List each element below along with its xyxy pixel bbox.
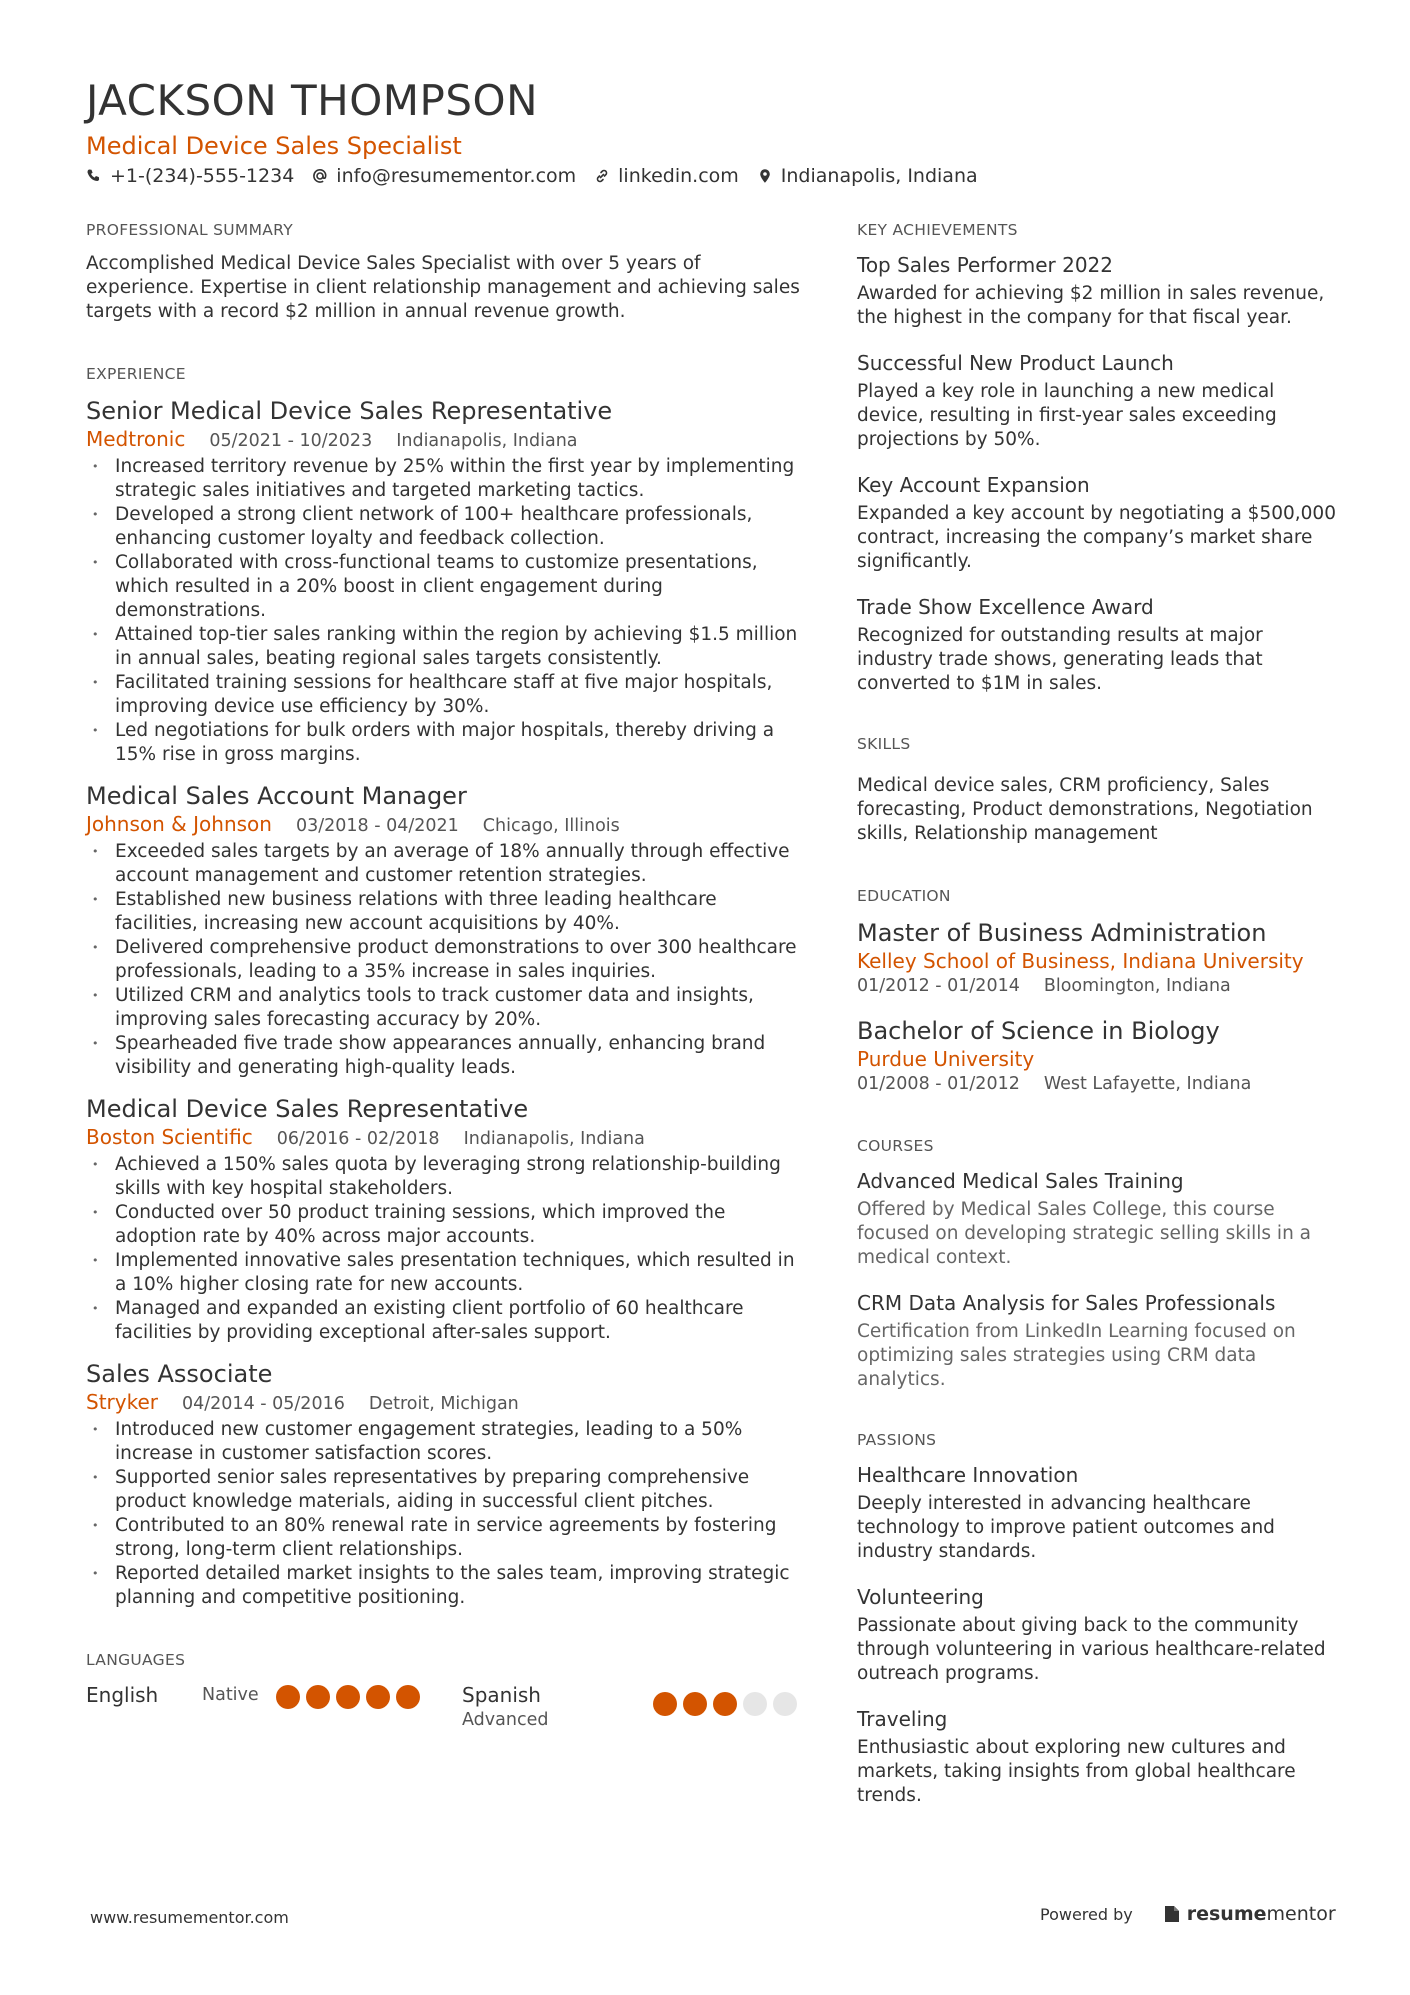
bullet-item: • Collaborated with cross-functional teams to customize presentations, which resulted in a 20% boost in client engagement during demonstrations. (86, 551, 801, 623)
at-icon (312, 168, 328, 184)
bullet-item: • Developed a strong client network of 100+ healthcare professionals, enhancing customer loyalty and feedback collection. (86, 503, 801, 551)
achievement-desc: Awarded for achieving $2 million in sales revenue, the highest in the company for that fiscal year. (857, 283, 1325, 328)
education-meta (857, 1072, 1337, 1096)
achievement-title: Key Account Expansion (857, 473, 1090, 497)
job-entry (86, 396, 801, 767)
bullet-item: • Attained top-tier sales ranking within the region by achieving $1.5 million in annual sales, beating regional sales targets consistently. (86, 623, 801, 671)
contact-linkedin[interactable] (594, 165, 739, 187)
skills-text: Medical device sales, CRM proficiency, Sales forecasting, Product demonstrations, Negotiation skills, Relationship management (857, 775, 1313, 844)
language-name: Spanish (462, 1683, 541, 1707)
education-item (857, 1016, 1337, 1096)
footer-website[interactable]: www.resumementor.com (90, 1908, 289, 1927)
passion-title: Traveling (857, 1707, 948, 1731)
passions-heading: PASSIONS (857, 1431, 937, 1449)
language-label-stack (462, 1682, 548, 1732)
passion-desc: Deeply interested in advancing healthcare technology to improve patient outcomes and industry standards. (857, 1493, 1275, 1562)
bullet-item: • Spearheaded five trade show appearances annually, enhancing brand visibility and generating high-quality leads. (86, 1032, 801, 1080)
passion-item (857, 1462, 1337, 1564)
rating-dot-filled (713, 1692, 737, 1716)
job-title: Medical Sales Account Manager (86, 782, 467, 810)
brand-name-light: mentor (1266, 1903, 1336, 1925)
achievement-title: Trade Show Excellence Award (857, 595, 1154, 619)
passion-desc: Enthusiastic about exploring new cultures and markets, taking insights from global healthcare trends. (857, 1737, 1296, 1806)
job-location: Indianapolis, Indiana (396, 431, 578, 451)
bullet-item: • Contributed to an 80% renewal rate in service agreements by fostering strong, long-term client relationships. (86, 1514, 801, 1562)
achievement-desc: Played a key role in launching a new medical device, resulting in first-year sales exceeding projections by 50%. (857, 381, 1277, 450)
rating-dot-filled (653, 1692, 677, 1716)
passion-item (857, 1706, 1337, 1808)
passion-item (857, 1584, 1337, 1686)
job-entry (86, 781, 801, 1080)
education-item (857, 918, 1337, 998)
passion-title: Healthcare Innovation (857, 1463, 1079, 1487)
bullet-item: • Achieved a 150% sales quota by leveraging strong relationship-building skills with key hospital stakeholders. (86, 1153, 801, 1201)
contact-location-text: Indianapolis, Indiana (780, 165, 978, 187)
achievement-item (857, 594, 1337, 696)
job-bullets (86, 1418, 801, 1610)
education-degree: Bachelor of Science in Biology (857, 1017, 1220, 1045)
job-company: Stryker (86, 1390, 158, 1414)
bullet-item: • Increased territory revenue by 25% within the first year by implementing strategic sales initiatives and targeted marketing tactics. (86, 455, 801, 503)
skills-section (857, 734, 1337, 846)
language-level: Native (202, 1685, 259, 1705)
job-dates: 03/2018 - 04/2021 (295, 816, 459, 836)
rating-dot-empty (743, 1692, 767, 1716)
job-company: Johnson & Johnson (86, 812, 272, 836)
footer-branding (1040, 1903, 1336, 1925)
candidate-name: JACKSON THOMPSON (86, 76, 538, 125)
job-meta (86, 426, 801, 452)
left-column (86, 220, 801, 1732)
contact-bar (86, 165, 978, 187)
resumementor-logo-icon (1163, 1904, 1181, 1924)
education-school: Kelley School of Business, Indiana University (857, 949, 1304, 973)
contact-phone[interactable] (86, 165, 294, 187)
achievement-desc: Recognized for outstanding results at major industry trade shows, generating leads that converted to $1M in sales. (857, 625, 1263, 694)
job-location: Indianapolis, Indiana (463, 1129, 645, 1149)
summary-text: Accomplished Medical Device Sales Specialist with over 5 years of experience. Expertise in client relationship management and achieving sales targets with a record $2 million in annual revenue growth. (86, 253, 800, 322)
contact-location (757, 165, 978, 187)
passion-desc: Passionate about giving back to the community through volunteering in various healthcare-related outreach programs. (857, 1615, 1326, 1684)
brand-name-strong: resume (1186, 1903, 1267, 1925)
course-item (857, 1290, 1337, 1392)
bullet-item: • Utilized CRM and analytics tools to track customer data and insights, improving sales forecasting accuracy by 20%. (86, 984, 801, 1032)
job-meta (86, 1389, 801, 1415)
achievement-item (857, 350, 1337, 452)
languages-heading: LANGUAGES (86, 1651, 186, 1669)
bullet-item: • Supported senior sales representatives by preparing comprehensive product knowledge materials, aiding in successful client pitches. (86, 1466, 801, 1514)
job-dates: 04/2014 - 05/2016 (182, 1394, 345, 1414)
language-name: English (86, 1683, 159, 1707)
job-bullets (86, 1153, 801, 1345)
job-company: Boston Scientific (86, 1125, 253, 1149)
contact-linkedin-text: linkedin.com (618, 165, 739, 187)
job-company: Medtronic (86, 427, 186, 451)
education-heading: EDUCATION (857, 887, 951, 905)
achievement-item (857, 252, 1337, 330)
job-dates: 06/2016 - 02/2018 (276, 1129, 440, 1149)
achievement-title: Successful New Product Launch (857, 351, 1174, 375)
education-dates: 01/2012 - 01/2014 (857, 976, 1020, 996)
achievement-title: Top Sales Performer 2022 (857, 253, 1113, 277)
rating-dot-filled (306, 1685, 330, 1709)
courses-section (857, 1136, 1337, 1392)
summary-section (86, 220, 801, 324)
education-dates: 01/2008 - 01/2012 (857, 1074, 1020, 1094)
course-title: Advanced Medical Sales Training (857, 1169, 1184, 1193)
powered-by-label: Powered by (1040, 1904, 1133, 1924)
course-item (857, 1168, 1337, 1270)
rating-dot-filled (683, 1692, 707, 1716)
course-desc: Offered by Medical Sales College, this course focused on developing strategic selling skills in a medical context. (857, 1199, 1312, 1268)
language-item (86, 1682, 462, 1709)
bullet-item: • Exceeded sales targets by an average of 18% annually through effective account management and customer retention strategies. (86, 840, 801, 888)
experience-heading: EXPERIENCE (86, 365, 186, 383)
rating-dot-filled (336, 1685, 360, 1709)
education-section (857, 886, 1337, 1096)
job-title: Medical Device Sales Representative (86, 1095, 529, 1123)
passion-title: Volunteering (857, 1585, 984, 1609)
link-icon (594, 168, 610, 184)
job-entry (86, 1094, 801, 1345)
job-dates: 05/2021 - 10/2023 (209, 431, 373, 451)
rating-dot-filled (396, 1685, 420, 1709)
contact-email[interactable] (312, 165, 576, 187)
language-item (462, 1682, 797, 1732)
course-title: CRM Data Analysis for Sales Professionals (857, 1291, 1276, 1315)
languages-section (86, 1650, 801, 1732)
bullet-item: • Delivered comprehensive product demonstrations to over 300 healthcare professionals, leading to a 35% increase in sales inquiries. (86, 936, 801, 984)
education-school: Purdue University (857, 1047, 1035, 1071)
bullet-item: • Established new business relations with three leading healthcare facilities, increasing new account acquisitions by 40%. (86, 888, 801, 936)
contact-email-text: info@resumementor.com (336, 165, 577, 187)
language-rating (653, 1692, 797, 1716)
job-location: Detroit, Michigan (368, 1394, 519, 1414)
language-level: Advanced (462, 1710, 549, 1730)
phone-icon (86, 168, 102, 184)
job-entry (86, 1359, 801, 1610)
location-pin-icon (757, 168, 773, 184)
brand-logo[interactable] (1163, 1903, 1336, 1925)
bullet-item: • Introduced new customer engagement strategies, leading to a 50% increase in customer satisfaction scores. (86, 1418, 801, 1466)
achievements-section (857, 220, 1337, 696)
job-title: Sales Associate (86, 1360, 273, 1388)
bullet-item: • Managed and expanded an existing client portfolio of 60 healthcare facilities by providing exceptional after-sales support. (86, 1297, 801, 1345)
job-bullets (86, 455, 801, 767)
courses-heading: COURSES (857, 1137, 934, 1155)
bullet-item: • Led negotiations for bulk orders with major hospitals, thereby driving a 15% rise in gross margins. (86, 719, 801, 767)
skills-heading: SKILLS (857, 735, 911, 753)
bullet-item: • Facilitated training sessions for healthcare staff at five major hospitals, improving device use efficiency by 30%. (86, 671, 801, 719)
achievements-heading: KEY ACHIEVEMENTS (857, 221, 1018, 239)
language-rating (276, 1685, 420, 1709)
education-meta (857, 974, 1337, 998)
education-degree: Master of Business Administration (857, 919, 1267, 947)
job-role: Medical Device Sales Specialist (86, 132, 462, 160)
job-meta (86, 811, 801, 837)
bullet-item: • Conducted over 50 product training sessions, which improved the adoption rate by 40% across major accounts. (86, 1201, 801, 1249)
summary-heading: PROFESSIONAL SUMMARY (86, 221, 294, 239)
languages-row (86, 1682, 801, 1732)
bullet-item: • Implemented innovative sales presentation techniques, which resulted in a 10% higher closing rate for new accounts. (86, 1249, 801, 1297)
job-bullets (86, 840, 801, 1080)
rating-dot-filled (366, 1685, 390, 1709)
job-location: Chicago, Illinois (482, 816, 620, 836)
right-column (857, 220, 1337, 1808)
achievement-desc: Expanded a key account by negotiating a $500,000 contract, increasing the company’s market share significantly. (857, 503, 1336, 572)
course-desc: Certification from LinkedIn Learning focused on optimizing sales strategies using CRM data analytics. (857, 1321, 1296, 1390)
job-title: Senior Medical Device Sales Representative (86, 397, 613, 425)
job-meta (86, 1124, 801, 1150)
rating-dot-empty (773, 1692, 797, 1716)
education-location: Bloomington, Indiana (1043, 976, 1231, 996)
education-location: West Lafayette, Indiana (1043, 1074, 1252, 1094)
achievement-item (857, 472, 1337, 574)
contact-phone-text: +1-(234)-555-1234 (110, 165, 295, 187)
passions-section (857, 1430, 1337, 1808)
bullet-item: • Reported detailed market insights to the sales team, improving strategic planning and competitive positioning. (86, 1562, 801, 1610)
rating-dot-filled (276, 1685, 300, 1709)
experience-section (86, 364, 801, 1610)
